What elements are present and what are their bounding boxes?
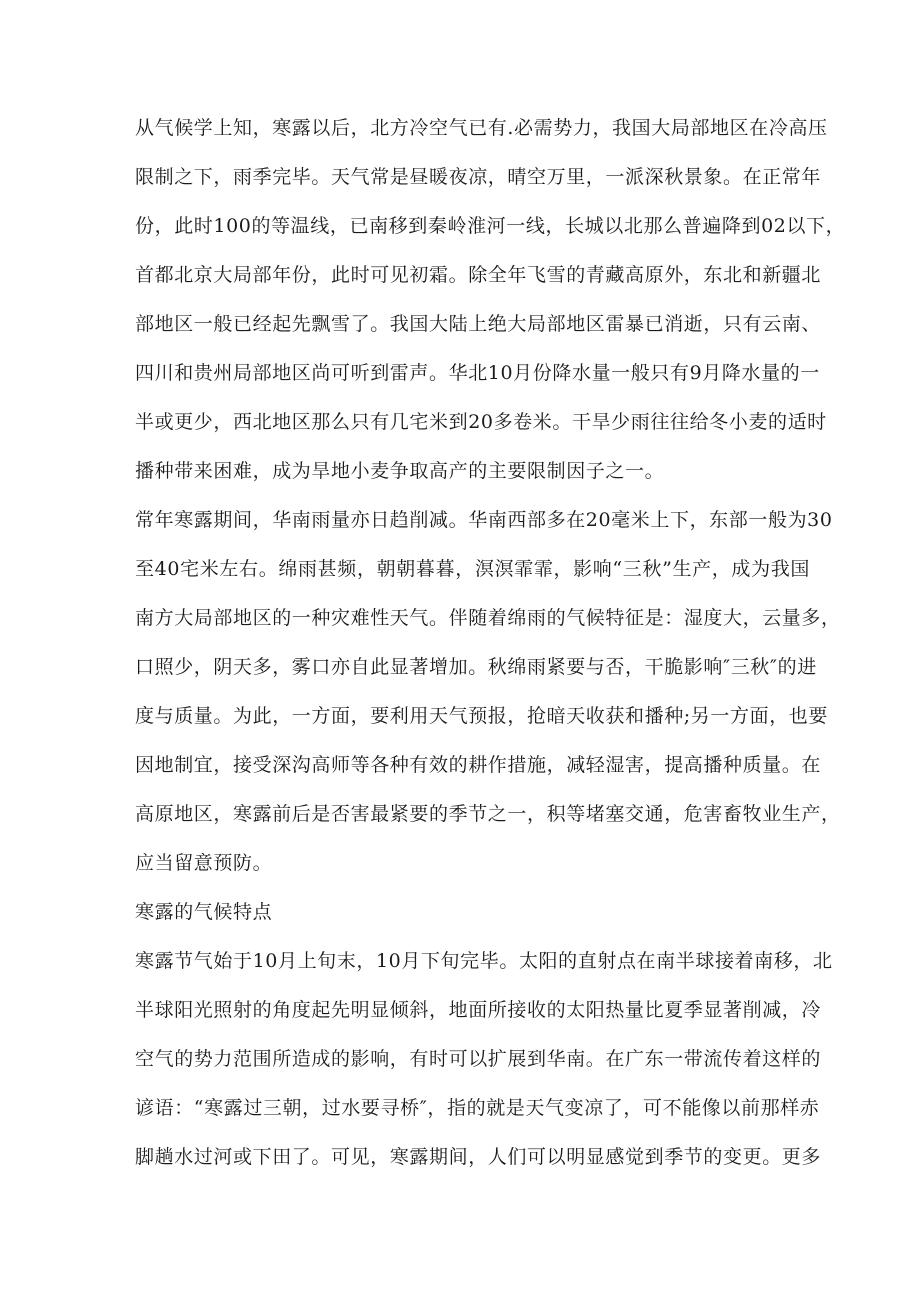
paragraph-line: 高原地区，寒露前后是否害最紧要的季节之一，积等堵塞交通，危害畜牧业生产， bbox=[135, 803, 841, 825]
paragraph-line: 空气的势力范围所造成的影响，有时可以扩展到华南。在广东一带流传着这样的 bbox=[135, 1048, 822, 1070]
paragraph-climatology bbox=[135, 104, 846, 496]
paragraph-line: 四川和贵州局部地区尚可听到雷声。华北10月份降水量一般只有9月降水量的一 bbox=[135, 362, 820, 384]
paragraph-line: 寒露节气始于10月上旬末，10月下旬完毕。太阳的直射点在南半球接着南移，北 bbox=[135, 950, 833, 972]
paragraph-south-china-rain bbox=[135, 496, 841, 888]
paragraph-line: 应当留意预防。 bbox=[135, 852, 273, 874]
paragraph-line: 脚趟水过河或下田了。可见，寒露期间，人们可以明显感觉到季节的变更。更多 bbox=[135, 1146, 822, 1168]
paragraph-line: 部地区一般已经起先飘雪了。我国大陆上绝大局部地区雷暴已消逝，只有云南、 bbox=[135, 313, 822, 335]
paragraph-line: 口照少，阴天多，雾口亦自此显著增加。秋绵雨紧要与否，干脆影响″三秋″的进 bbox=[135, 656, 817, 678]
paragraph-line: 因地制宜，接受深沟高师等各种有效的耕作措施，减轻湿害，提高播种质量。在 bbox=[135, 754, 822, 776]
paragraph-line: 首都北京大局部年份，此时可见初霜。除全年飞雪的青藏高原外，东北和新疆北 bbox=[135, 264, 822, 286]
paragraph-line: 份，此时100的等温线，已南移到秦岭淮河一线，长城以北那么普遍降到02以下， bbox=[135, 215, 846, 237]
paragraph-climate-features bbox=[135, 937, 833, 1182]
paragraph-line: 播种带来困难，成为旱地小麦争取高产的主要限制因子之一。 bbox=[135, 460, 665, 482]
paragraph-line: 度与质量。为此，一方面，要利用天气预报，抢暗天收获和播种;另一方面，也要 bbox=[135, 705, 829, 727]
paragraph-line: 从气候学上知，寒露以后，北方冷空气已有.必需势力，我国大局部地区在冷高压 bbox=[135, 117, 828, 139]
paragraph-line: 南方大局部地区的一种灾难性天气。伴随着绵雨的气候特征是：湿度大，云量多， bbox=[135, 607, 841, 629]
section-heading: 寒露的气候特点 bbox=[135, 901, 273, 923]
paragraph-line: 至40宅米左右。绵雨甚频，朝朝暮暮，溟溟霏霏，影响“三秋”生产，成为我国 bbox=[135, 558, 810, 580]
paragraph-line: 半或更少，西北地区那么只有几宅米到20多卷米。干旱少雨往往给冬小麦的适时 bbox=[135, 411, 827, 433]
paragraph-line: 常年寒露期间，华南雨量亦日趋削减。华南西部多在20毫米上下，东部一般为30 bbox=[135, 509, 833, 531]
paragraph-line: 谚语：“寒露过三朝，过水要寻桥″，指的就是天气变凉了，可不能像以前那样赤 bbox=[135, 1097, 820, 1119]
paragraph-line: 限制之下，雨季完毕。天气常是昼暖夜凉，晴空万里，一派深秋景象。在正常年 bbox=[135, 166, 822, 188]
paragraph-line: 半球阳光照射的角度起先明显倾斜，地面所接收的太阳热量比夏季显著削减，冷 bbox=[135, 999, 822, 1021]
